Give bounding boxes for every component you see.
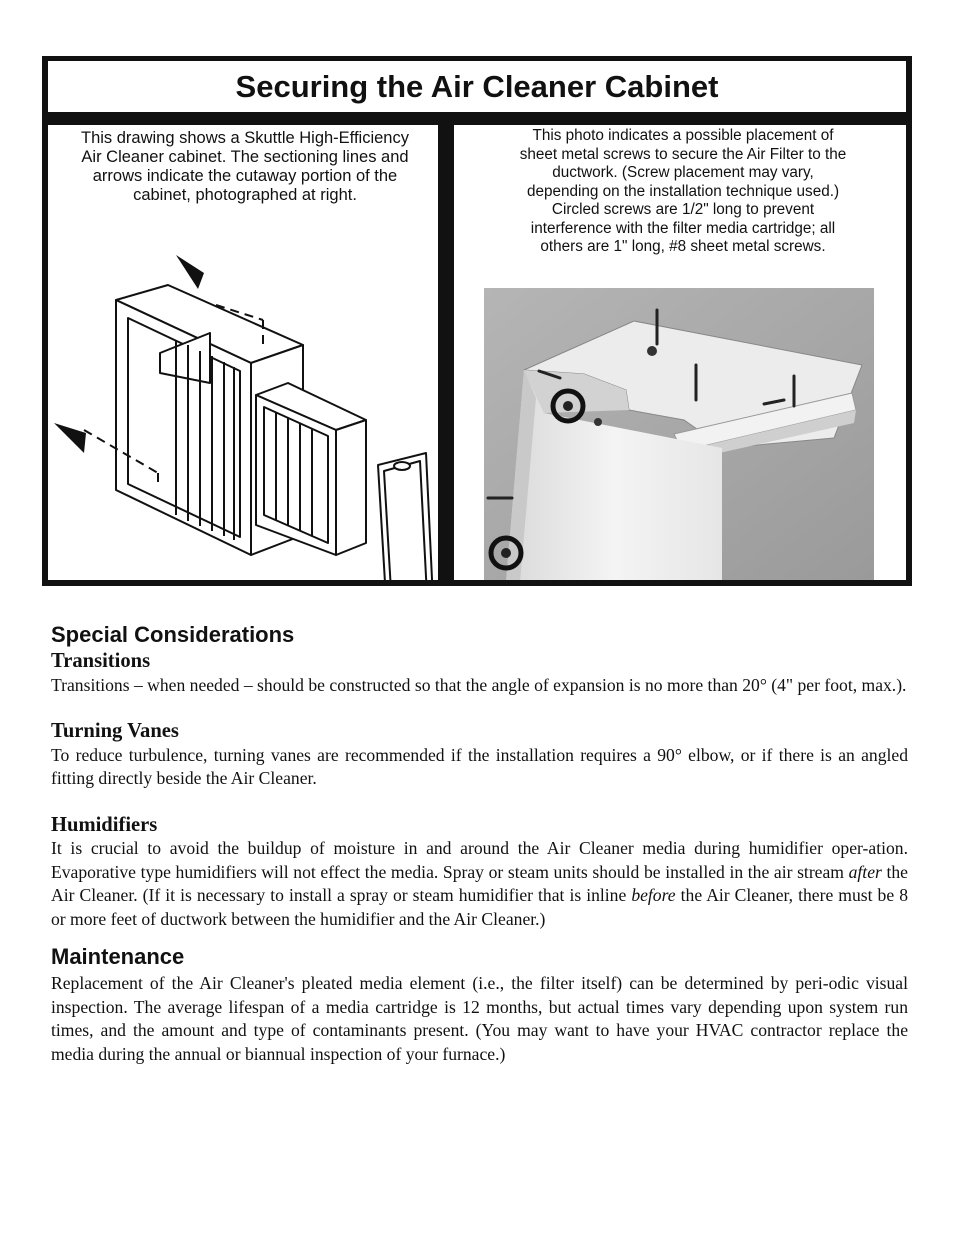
- maintenance-text: Replacement of the Air Cleaner's pleated media element (i.e., the filter itself) can be determined by peri-odic visual inspection. The average lifespan of a media cartridge is 12 months, but actual times vary depending upon system run times, and the amount and type of contaminants present. (You may want to have your HVAC contractor replace the media during the annual or biannual inspection of your furnace.): [51, 973, 908, 1064]
- page-title: Securing the Air Cleaner Cabinet: [235, 69, 719, 104]
- photo-panel: [454, 125, 906, 580]
- turning-vanes-heading: Turning Vanes: [51, 720, 179, 742]
- transitions-text: Transitions – when needed – should be constructed so that the angle of expansion is no more than 20° (4" per foot, max.).: [51, 674, 907, 695]
- title-box: [48, 61, 906, 112]
- special-considerations-heading: Special Considerations: [51, 622, 295, 647]
- humidifiers-text-part-3: the Air Cleaner, there must be 8 or more feet of ductwork between the humidifier and the Air Cleaner.): [51, 885, 908, 929]
- cabinet-photo: [484, 288, 874, 580]
- body-text: [51, 620, 908, 1066]
- humidifiers-emphasis-before: before: [631, 885, 676, 905]
- humidifiers-text: [51, 837, 908, 931]
- figure-frame: [42, 56, 912, 586]
- turning-vanes-text: To reduce turbulence, turning vanes are recommended if the installation requires a 90° elbow, or if there is an angled fitting directly beside the Air Cleaner.: [51, 744, 908, 788]
- transitions-heading: Transitions: [51, 650, 151, 672]
- humidifiers-heading: Humidifiers: [51, 813, 158, 836]
- humidifiers-text-part-1: It is crucial to avoid the buildup of moisture in and around the Air Cleaner media during humidifier oper-ation. Evaporative type humidifiers will not effect the media. Spray or steam units should be installed in the air stream: [51, 838, 908, 882]
- humidifiers-emphasis-after: after: [848, 861, 882, 882]
- drawing-caption: This drawing shows a Skuttle High-Efficiency Air Cleaner cabinet. The sectioning lines and arrows indicate the cutaway portion of the cabinet, photographed at right.: [80, 129, 409, 204]
- drawing-panel: [48, 125, 438, 580]
- air-cleaner-cabinet-drawing: [48, 225, 438, 580]
- maintenance-heading: Maintenance: [51, 944, 185, 969]
- photo-caption: This photo indicates a possible placement of sheet metal screws to secure the Air Filter to the ductwork. (Screw placement may vary, depending on the installation technique used.) Circled screws are 1/2" long to prevent interference with the filter media cartridge; all others are 1" long, #8 sheet metal screws.: [519, 127, 847, 255]
- humidifiers-text-part-2: the Air Cleaner. (If it is necessary to install a spray or steam humidifier that is inline: [51, 861, 908, 905]
